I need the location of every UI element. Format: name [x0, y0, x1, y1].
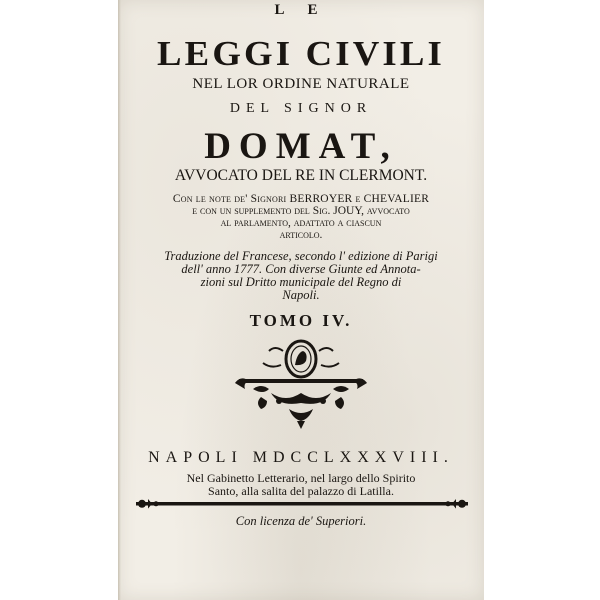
author-name: DOMAT, [204, 126, 398, 167]
printer-ornament-icon [231, 337, 371, 429]
translation-line: Traduzione del Francese, secondo l' edizione di Parigi [164, 249, 438, 263]
notes-line: e con un supplemento del Sig. JOUY, avvocato [192, 205, 410, 217]
imprint-city-date: NAPOLI MDCCLXXXVIII. [148, 449, 454, 466]
notes-line: articolo. [279, 229, 323, 241]
publisher-line: Santo, alla salita del palazzo di Latilla. [208, 484, 394, 498]
translation-line: Napoli. [282, 288, 320, 302]
volume-number: TOMO IV. [249, 311, 353, 330]
notes-line: al parlamento, adattato a ciascun [220, 217, 382, 229]
title-article: L E [274, 2, 328, 18]
author-role: AVVOCATO DEL RE IN CLERMONT. [174, 167, 428, 184]
subtitle: NEL LOR ORDINE NATURALE [192, 76, 410, 92]
main-title: LEGGI CIVILI [157, 34, 445, 73]
notes-line: Con le note de' Signori BERROYER e CHEVALIER [172, 193, 430, 205]
translation-line: zioni sul Dritto municipale del Regno di [200, 275, 402, 289]
translation-line: dell' anno 1777. Con diverse Giunte ed Annota- [181, 262, 421, 276]
author-prefix: DEL SIGNOR [229, 101, 373, 116]
license-line: Con licenza de' Superiori. [235, 514, 367, 528]
title-page [118, 0, 484, 600]
decorative-rule-icon [136, 498, 468, 510]
publisher-line: Nel Gabinetto Letterario, nel largo dello Spirito [186, 471, 416, 485]
